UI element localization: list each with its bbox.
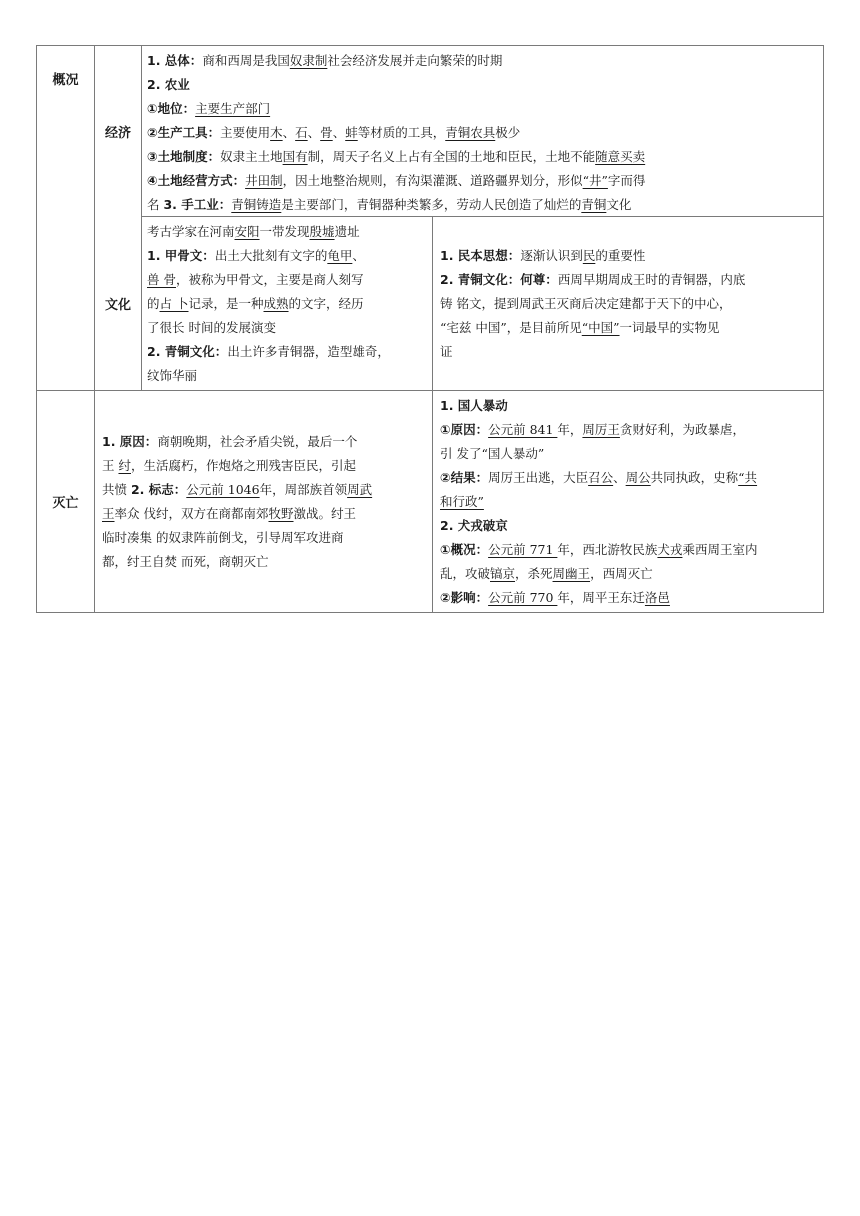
underlined-term: 主要生产部门	[195, 101, 271, 116]
fall-left-content	[102, 430, 429, 574]
text-run: 年，	[557, 422, 583, 437]
text-line	[147, 244, 429, 268]
text-run: 等材质的工具，	[357, 125, 446, 140]
underlined-term: 木	[270, 125, 283, 140]
text-line	[440, 394, 820, 418]
text-line	[147, 316, 429, 340]
underlined-term: 犬戎	[657, 542, 683, 557]
text-run: 的文字，经历	[288, 296, 364, 311]
text-line	[147, 49, 819, 73]
text-line	[147, 364, 429, 388]
bold-heading: ①原因：	[440, 422, 489, 437]
text-line	[440, 562, 820, 586]
text-run: 、	[352, 248, 365, 263]
text-line	[147, 268, 429, 292]
subrow-label-economy	[95, 46, 141, 216]
bold-heading: 2. 农业	[147, 77, 190, 92]
text-line	[147, 73, 819, 97]
text-run: 出土大批刻有文字的	[214, 248, 328, 263]
bold-heading: 1. 国人暴动	[440, 398, 508, 413]
text-run: 临时凑集 的奴隶阵前倒戈，引导周军攻进商	[102, 530, 344, 545]
text-run: 周厉王出逃，大臣	[488, 470, 589, 485]
bold-heading: 2. 青铜文化：何尊：	[440, 272, 558, 287]
text-line	[147, 220, 429, 244]
subrow-label-text: 文化	[104, 298, 131, 313]
underlined-term: 公元前 771	[488, 542, 558, 557]
text-line	[102, 478, 429, 502]
underlined-term: 周厉王	[582, 422, 620, 437]
text-run: 了很长 时间的发展演变	[147, 320, 276, 335]
text-run: 都，纣王自焚 而死，商朝灭亡	[102, 554, 269, 569]
text-line	[440, 418, 820, 442]
bold-heading: ②结果：	[440, 470, 489, 485]
text-line	[102, 502, 429, 526]
subrow-label-culture	[95, 217, 141, 390]
bold-heading: 1. 民本思想：	[440, 248, 521, 263]
underlined-term: 牧野	[268, 506, 294, 521]
underlined-term: 随意买卖	[595, 149, 646, 164]
text-run: 共愤	[102, 482, 131, 497]
text-run: 、	[613, 470, 626, 485]
text-run: ，因土地整治规则，有沟渠灌溉、道路疆界划分，形似	[282, 173, 583, 188]
bold-heading: 1. 甲骨文：	[147, 248, 215, 263]
bold-heading: ④土地经营方式：	[147, 173, 246, 188]
text-line	[147, 145, 819, 169]
text-line	[147, 292, 429, 316]
text-run: 商和西周是我国	[202, 53, 290, 68]
text-run: 年，周部族首领	[259, 482, 348, 497]
text-run: 商朝晚期，社会矛盾尖锐，最后一个	[157, 434, 358, 449]
underlined-term: 石	[295, 125, 308, 140]
underlined-term: 青铜铸造	[231, 197, 282, 212]
underlined-term: 成熟	[263, 296, 289, 311]
text-run: ，杀死	[515, 566, 553, 581]
text-line	[440, 586, 820, 610]
underlined-term: 青铜农具	[445, 125, 496, 140]
underlined-term: 公元前 1046	[186, 482, 260, 497]
text-run: “宅兹 中国”，是目前所见	[440, 320, 582, 335]
text-run: 一带发现	[259, 224, 310, 239]
bold-heading: ②影响：	[440, 590, 489, 605]
text-run: 是主要部门，青铜器种类繁多，劳动人民创造了灿烂的	[281, 197, 582, 212]
text-run: 社会经济发展并走向繁荣的时期	[327, 53, 503, 68]
text-line	[147, 121, 819, 145]
culture-left-content	[147, 220, 429, 388]
text-line	[147, 169, 819, 193]
text-run: 年，西北游牧民族	[557, 542, 658, 557]
text-run: 贪财好利，为政暴虐，	[619, 422, 745, 437]
row-label-text: 概况	[52, 72, 79, 88]
bold-heading: 2. 青铜文化：	[147, 344, 228, 359]
text-run: 西周早期周成王时的青铜器，内底	[557, 272, 746, 287]
underlined-term: 骨	[320, 125, 333, 140]
bold-heading: 2. 犬戎破京	[440, 518, 508, 533]
text-run: 制，周天子名义上占有全国的土地和臣民，土地不能	[307, 149, 596, 164]
text-run: 记录，是一种	[188, 296, 264, 311]
row-label-fall	[37, 391, 94, 612]
text-run: 一词最早的实物见	[619, 320, 720, 335]
text-run: 逐渐认识到	[520, 248, 583, 263]
text-run: 激战。纣王	[293, 506, 357, 521]
underlined-term: 蚌	[345, 125, 358, 140]
text-line	[440, 466, 820, 490]
text-line	[440, 244, 820, 268]
text-line	[440, 490, 820, 514]
underlined-term: 国有	[282, 149, 308, 164]
text-line	[147, 340, 429, 364]
bold-heading: ①概况：	[440, 542, 489, 557]
bold-heading: ②生产工具：	[147, 125, 221, 140]
text-line	[440, 340, 820, 364]
text-run: 文化	[606, 197, 632, 212]
text-run: 纹饰华丽	[147, 368, 198, 383]
underlined-term: “中国”	[581, 320, 620, 335]
underlined-term: 洛邑	[644, 590, 670, 605]
culture-right-content	[440, 244, 820, 364]
underlined-term: “井”	[582, 173, 608, 188]
text-run: 证	[440, 344, 453, 359]
underlined-term: 奴隶制	[289, 53, 328, 68]
text-run: 乱，攻破	[440, 566, 491, 581]
text-run: 年，周平王东迁	[557, 590, 645, 605]
text-run: ，西周灭亡	[590, 566, 653, 581]
text-run: 率众 伐纣，双方在商都南郊	[114, 506, 269, 521]
underlined-term: 公元前 841	[488, 422, 558, 437]
text-line	[440, 538, 820, 562]
text-run: 王	[102, 458, 119, 473]
text-run: ，生活腐朽，作炮烙之刑残害臣民，引起	[131, 458, 357, 473]
text-run: ，被称为甲骨文，主要是商人刻写	[175, 272, 364, 287]
text-line	[440, 316, 820, 340]
text-run: 名	[147, 197, 164, 212]
underlined-term: 召公	[588, 470, 614, 485]
text-run: 铸 铭文，提到周武王灭商后决定建都于天下的中心，	[440, 296, 732, 311]
bold-heading: ③土地制度：	[147, 149, 221, 164]
text-run: 、	[282, 125, 296, 140]
underlined-term: 安阳	[234, 224, 260, 239]
underlined-term: 公元前 770	[488, 590, 558, 605]
underlined-term: 王	[102, 506, 115, 521]
text-line	[440, 268, 820, 292]
row-label-overview	[37, 46, 94, 110]
text-line	[102, 430, 429, 454]
text-run: 共同执政，史称	[650, 470, 739, 485]
underlined-term: 周幽王	[552, 566, 591, 581]
text-run: 引 发了“国人暴动”	[440, 446, 545, 461]
subrow-label-text: 经济	[104, 125, 131, 141]
bold-heading: ①地位：	[147, 101, 196, 116]
underlined-term: 周武	[347, 482, 373, 497]
underlined-term: 和行政”	[440, 494, 484, 509]
underlined-term: 民	[582, 248, 596, 263]
text-run: 遗址	[334, 224, 360, 239]
text-run: 主要使用	[220, 125, 271, 140]
text-line	[147, 97, 819, 121]
text-line	[440, 292, 820, 316]
text-run: 、	[307, 125, 321, 140]
underlined-term: 周公	[625, 470, 651, 485]
fall-right-content	[440, 394, 820, 610]
text-run: 极少	[495, 125, 521, 140]
text-line	[102, 550, 429, 574]
text-line	[102, 526, 429, 550]
text-run: 乘西周王室内	[682, 542, 758, 557]
underlined-term: “共	[738, 470, 758, 485]
underlined-term: 镐京	[490, 566, 516, 581]
row-label-text: 灭亡	[52, 496, 79, 511]
bold-heading: 3. 手工业：	[163, 197, 232, 212]
bold-heading: 1. 总体：	[147, 53, 203, 68]
text-run: 字而得	[607, 173, 646, 188]
text-line	[440, 514, 820, 538]
text-run: 出土许多青铜器，造型雄奇，	[227, 344, 390, 359]
underlined-term: 龟甲	[327, 248, 353, 263]
underlined-term: 兽 骨	[147, 272, 176, 287]
bold-heading: 2. 标志：	[130, 482, 187, 497]
economy-content	[147, 49, 819, 217]
underlined-term: 井田制	[245, 173, 283, 188]
text-line	[147, 193, 819, 217]
bold-heading: 1. 原因：	[102, 434, 158, 449]
underlined-term: 纣	[118, 458, 131, 473]
text-run: 考古学家在河南	[147, 224, 235, 239]
text-run: 的	[147, 296, 160, 311]
underlined-term: 殷墟	[309, 224, 335, 239]
text-run: 奴隶主土地	[220, 149, 283, 164]
text-run: 、	[332, 125, 346, 140]
text-line	[102, 454, 429, 478]
underlined-term: 占 卜	[159, 296, 189, 311]
text-line	[440, 442, 820, 466]
text-run: 的重要性	[595, 248, 646, 263]
underlined-term: 青铜	[581, 197, 607, 212]
